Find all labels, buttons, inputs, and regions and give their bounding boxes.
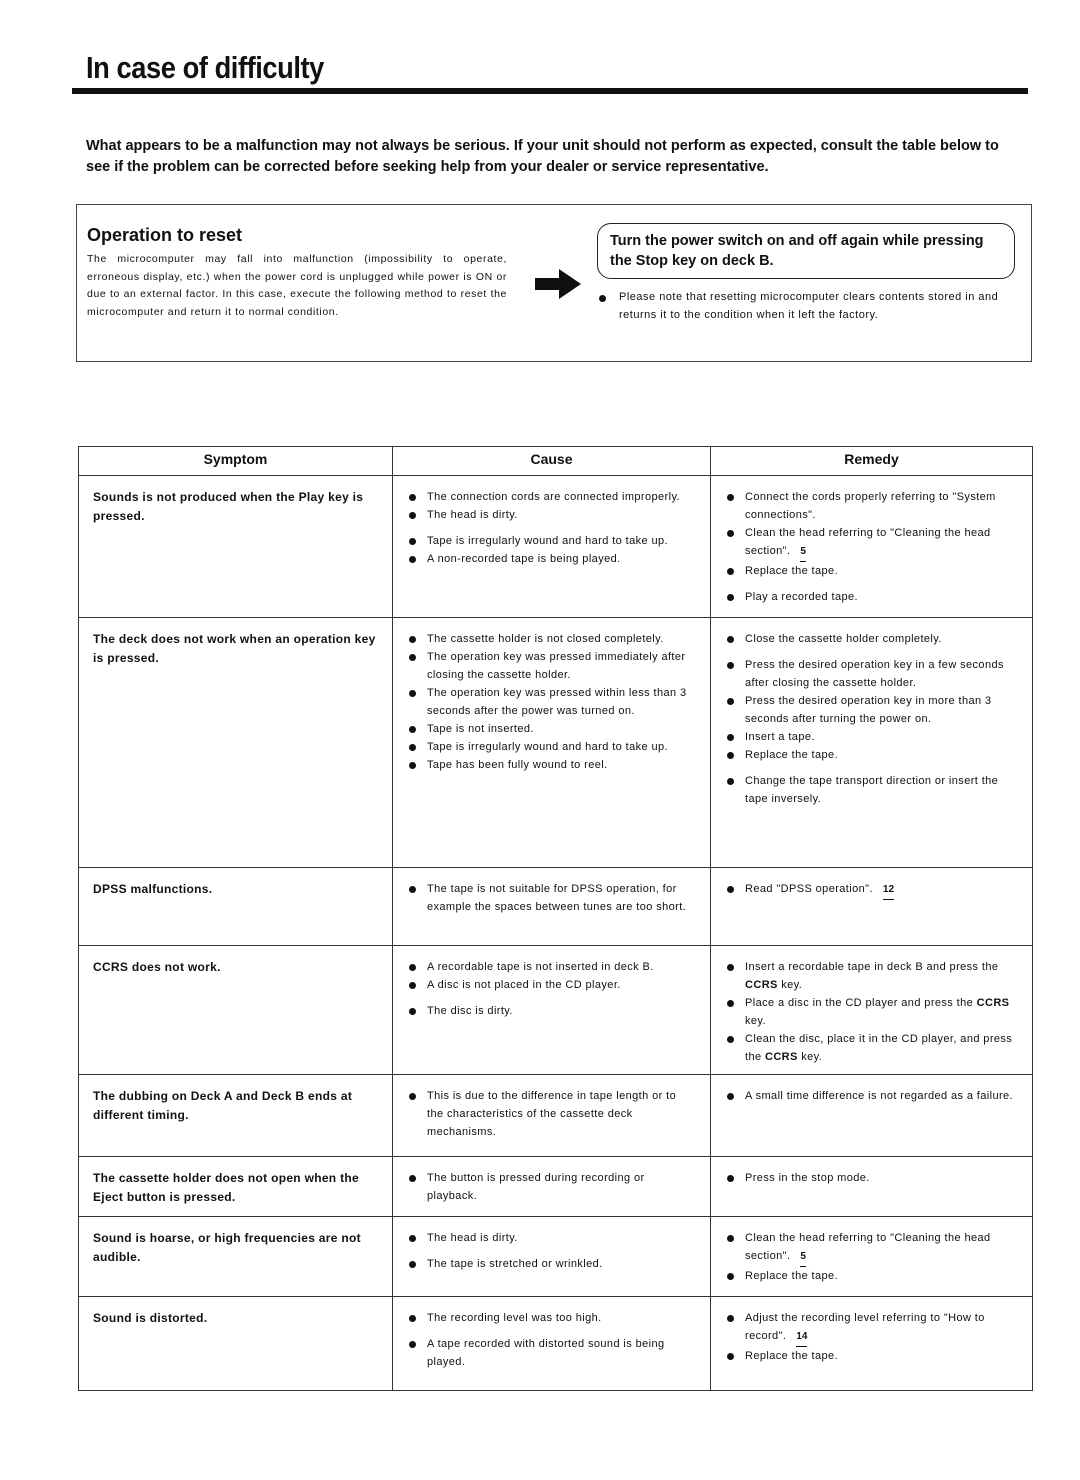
remedy-list [725,880,1018,900]
bullet-icon [409,690,416,697]
cause-item: A disc is not placed in the CD player. [407,976,696,994]
cause-list [407,1087,696,1141]
cause-list [407,488,696,568]
remedy-list [725,1087,1018,1105]
table-row [79,1157,1033,1217]
reset-note-text: Please note that resetting microcomputer clears contents stored in and returns it to the condition when it left the factory. [619,291,999,321]
bullet-icon [727,1175,734,1182]
remedy-list [725,958,1018,1066]
bullet-icon [409,1008,416,1015]
remedy-item: Close the cassette holder completely. [725,630,1018,648]
symptom-text: The dubbing on Deck A and Deck B ends at different timing. [93,1089,353,1122]
bullet-icon [727,1093,734,1100]
symptom-text: Sound is distorted. [93,1311,208,1325]
table-row [79,1217,1033,1297]
cause-list [407,1309,696,1371]
bullet-icon [409,964,416,971]
bullet-icon [727,1235,734,1242]
cause-list [407,1169,696,1205]
symptom-text: The deck does not work when an operation key is pressed. [93,632,376,665]
bullet-icon [727,1036,734,1043]
remedy-list [725,630,1018,808]
bullet-icon [727,734,734,741]
bullet-icon [727,568,734,575]
page-ref-icon: 5 [800,543,806,562]
remedy-list [725,1169,1018,1187]
bullet-icon [727,1315,734,1322]
remedy-item: A small time difference is not regarded as a failure. [725,1087,1018,1105]
symptom-text: Sounds is not produced when the Play key is pressed. [93,490,364,523]
bullet-icon [409,744,416,751]
header-remedy: Remedy [711,447,1033,476]
reset-heading: Operation to reset [87,225,243,245]
troubleshooting-table [78,446,1033,1391]
cause-item: The tape is not suitable for DPSS operation, for example the spaces between tunes are too short. [407,880,696,916]
bullet-icon [727,778,734,785]
cause-item: The operation key was pressed within less than 3 seconds after the power was turned on. [407,684,696,720]
page-title: In case of difficulty [86,50,324,85]
cause-item: Tape has been fully wound to reel. [407,756,696,774]
table-header-row [79,447,1033,476]
cause-item: The head is dirty. [407,1229,696,1247]
remedy-item: Clean the head referring to "Cleaning the head section". 5 [725,524,1018,562]
page-ref-icon: 14 [796,1328,807,1347]
remedy-item: Read "DPSS operation". 12 [725,880,1018,900]
remedy-item: Replace the tape. [725,1267,1018,1285]
table-row [79,618,1033,868]
remedy-item: Connect the cords properly referring to "System connections". [725,488,1018,524]
table-row [79,868,1033,946]
right-arrow-icon [535,269,581,299]
bullet-icon [727,1273,734,1280]
bullet-icon [409,494,416,501]
bullet-icon [599,295,606,302]
cause-item: Tape is not inserted. [407,720,696,738]
remedy-item: Play a recorded tape. [725,588,1018,606]
table-row [79,946,1033,1075]
bullet-icon [409,636,416,643]
cause-item: The head is dirty. [407,506,696,524]
cause-item: The cassette holder is not closed completely. [407,630,696,648]
cause-list [407,630,696,774]
remedy-item: Adjust the recording level referring to "How to record". 14 [725,1309,1018,1347]
remedy-item: Place a disc in the CD player and press the CCRS key. [725,994,1018,1030]
symptom-text: CCRS does not work. [93,960,221,974]
bullet-icon [727,1353,734,1360]
bullet-icon [727,636,734,643]
cause-item: Tape is irregularly wound and hard to take up. [407,532,696,550]
title-rule [72,88,1028,94]
bullet-icon [409,1175,416,1182]
header-symptom: Symptom [79,447,393,476]
cause-item: The connection cords are connected improperly. [407,488,696,506]
table-row [79,1075,1033,1157]
cause-item: A tape recorded with distorted sound is being played. [407,1335,696,1371]
bullet-icon [727,964,734,971]
bullet-icon [409,886,416,893]
cause-item: The recording level was too high. [407,1309,696,1327]
bullet-icon [409,1235,416,1242]
reset-note [599,289,1019,324]
bullet-icon [409,982,416,989]
bullet-icon [727,662,734,669]
remedy-item: Clean the disc, place it in the CD player, and press the CCRS key. [725,1030,1018,1066]
bullet-icon [727,494,734,501]
bullet-icon [409,726,416,733]
remedy-list [725,488,1018,606]
cause-item: This is due to the difference in tape length or to the characteristics of the cassette deck mechanisms. [407,1087,696,1141]
remedy-item: Insert a recordable tape in deck B and press the CCRS key. [725,958,1018,994]
cause-item: The operation key was pressed immediately after closing the cassette holder. [407,648,696,684]
cause-item: Tape is irregularly wound and hard to take up. [407,738,696,756]
bullet-icon [409,762,416,769]
bullet-icon [409,556,416,563]
symptom-text: DPSS malfunctions. [93,882,213,896]
intro-paragraph: What appears to be a malfunction may not always be serious. If your unit should not perform as expected, consult the table below to see if the problem can be corrected before seeking help from your dealer or service representative. [86,138,999,175]
bullet-icon [409,1341,416,1348]
bullet-icon [409,1261,416,1268]
remedy-item: Insert a tape. [725,728,1018,746]
bullet-icon [727,594,734,601]
remedy-item: Replace the tape. [725,562,1018,580]
cause-list [407,1229,696,1273]
reset-action-box: Turn the power switch on and off again while pressing the Stop key on deck B. [597,223,1015,279]
table-row [79,476,1033,618]
bullet-icon [409,1315,416,1322]
cause-item: The tape is stretched or wrinkled. [407,1255,696,1273]
cause-list [407,958,696,1020]
cause-item: The button is pressed during recording or playback. [407,1169,696,1205]
bullet-icon [409,538,416,545]
page-ref-icon: 12 [883,881,894,900]
cause-item: A recordable tape is not inserted in deck B. [407,958,696,976]
cause-item: A non-recorded tape is being played. [407,550,696,568]
remedy-item: Replace the tape. [725,746,1018,764]
remedy-item: Press the desired operation key in more than 3 seconds after turning the power on. [725,692,1018,728]
remedy-list [725,1229,1018,1285]
bullet-icon [409,654,416,661]
page-ref-icon: 5 [800,1248,806,1267]
reset-description: The microcomputer may fall into malfunction (impossibility to operate, erroneous display, etc.) when the power cord is unplugged while power is ON or due to an external factor. In this case, execute the following method to reset the microcomputer and return it to normal condition. [87,253,507,318]
cause-list [407,880,696,916]
remedy-item: Press in the stop mode. [725,1169,1018,1187]
bullet-icon [727,530,734,537]
remedy-item: Change the tape transport direction or insert the tape inversely. [725,772,1018,808]
bullet-icon [727,886,734,893]
bullet-icon [727,1000,734,1007]
bullet-icon [727,698,734,705]
table-row [79,1297,1033,1391]
bullet-icon [409,1093,416,1100]
header-cause: Cause [393,447,711,476]
remedy-list [725,1309,1018,1365]
bullet-icon [409,512,416,519]
cause-item: The disc is dirty. [407,1002,696,1020]
bullet-icon [727,752,734,759]
remedy-item: Clean the head referring to "Cleaning the head section". 5 [725,1229,1018,1267]
remedy-item: Press the desired operation key in a few seconds after closing the cassette holder. [725,656,1018,692]
symptom-text: Sound is hoarse, or high frequencies are not audible. [93,1231,361,1264]
reset-panel [76,204,1032,362]
remedy-item: Replace the tape. [725,1347,1018,1365]
symptom-text: The cassette holder does not open when the Eject button is pressed. [93,1171,359,1204]
